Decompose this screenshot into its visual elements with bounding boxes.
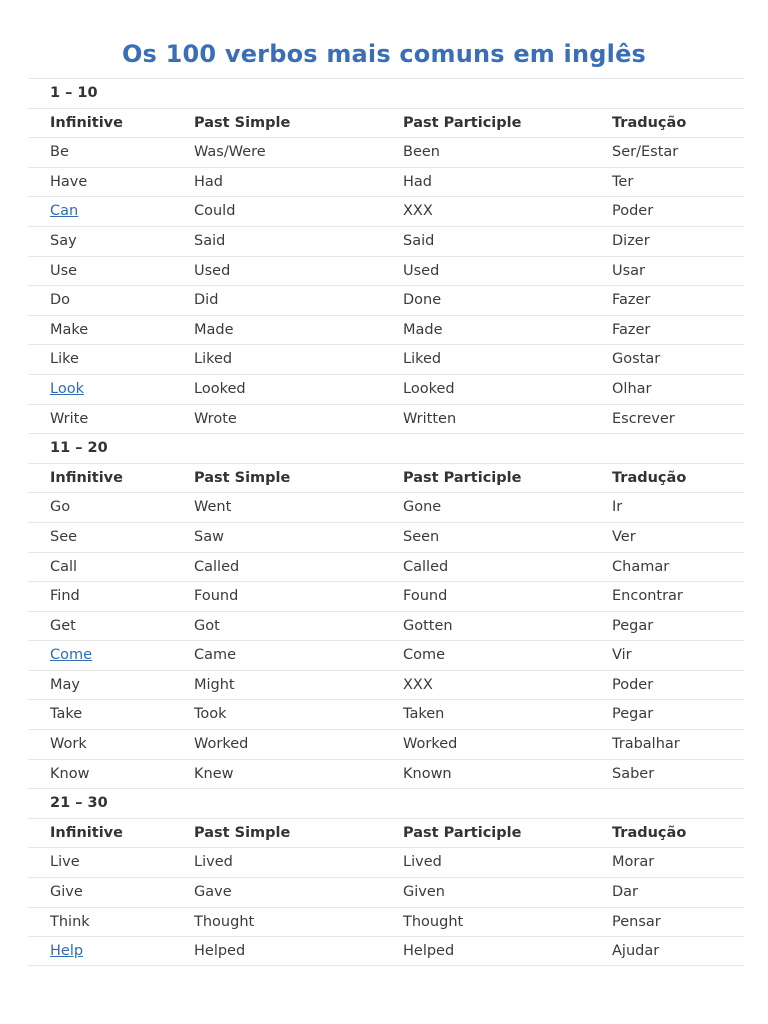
verb-cell-pp: Known [403, 765, 452, 782]
verb-cell-pp: Helped [403, 943, 455, 960]
verb-cell-pp: Been [403, 144, 440, 161]
verb-cell-pp: Liked [403, 351, 442, 368]
verb-row [28, 729, 744, 759]
verb-cell-tr: Vir [612, 647, 632, 664]
verb-row [28, 404, 744, 434]
verb-cell-pp: Looked [403, 380, 455, 397]
verb-cell-ps: Worked [194, 736, 249, 753]
verb-cell-pp: Called [403, 558, 449, 575]
verb-cell-pp: Seen [403, 528, 440, 545]
verb-cell-ps: Said [194, 232, 226, 249]
verb-cell-inf: See [50, 528, 78, 545]
verb-cell-pp: Said [403, 232, 435, 249]
verb-cell-pp: Made [403, 321, 443, 338]
verb-row [28, 699, 744, 729]
verb-cell-tr: Escrever [612, 410, 675, 427]
verb-cell-tr: Saber [612, 765, 655, 782]
verb-cell-tr: Ver [612, 528, 636, 545]
verb-cell-tr: Ir [612, 499, 623, 516]
column-header: Past Simple [194, 469, 291, 486]
verb-link[interactable]: Help [50, 943, 84, 960]
verb-cell-inf: Work [50, 736, 87, 753]
verb-cell-inf: Write [50, 410, 89, 427]
verb-cell-ps: Lived [194, 854, 233, 871]
verb-cell-pp: Worked [403, 736, 458, 753]
verb-cell-inf: Go [50, 499, 71, 516]
verb-cell-ps: Made [194, 321, 234, 338]
verb-cell-ps: Helped [194, 943, 246, 960]
verb-cell-pp: Found [403, 588, 448, 605]
verb-cell-tr: Ser/Estar [612, 144, 679, 161]
verb-cell-ps: Had [194, 173, 223, 190]
verb-cell-pp: Come [403, 647, 446, 664]
verb-row [28, 137, 744, 167]
verb-cell-tr: Dar [612, 884, 639, 901]
verb-cell-inf: Make [50, 321, 89, 338]
section-label: 11 – 20 [50, 440, 108, 457]
verb-row [28, 374, 744, 404]
verb-cell-tr: Ajudar [612, 943, 660, 960]
verb-cell-inf: Get [50, 617, 76, 634]
verb-row [28, 877, 744, 907]
verb-cell-inf: Use [50, 262, 78, 279]
verb-cell-tr: Pegar [612, 706, 654, 723]
section-label: 1 – 10 [50, 85, 98, 101]
verb-cell-tr: Fazer [612, 321, 651, 338]
page-title: Os 100 verbos mais comuns em inglês [121, 40, 647, 68]
verb-cell-ps: Went [194, 499, 232, 516]
verb-cell-tr: Chamar [612, 558, 670, 575]
verb-cell-inf: Take [50, 706, 83, 723]
verb-link[interactable]: Come [50, 647, 93, 664]
verb-row [28, 167, 744, 197]
verb-cell-inf: Like [50, 351, 79, 368]
verb-cell-inf: Do [50, 292, 71, 309]
verb-cell-ps: Wrote [194, 410, 237, 427]
verb-row [28, 552, 744, 582]
verb-cell-inf: Call [50, 558, 78, 575]
section-header-row [28, 78, 744, 108]
verb-cell-ps: Could [194, 203, 236, 220]
verb-row [28, 315, 744, 345]
verb-row [28, 611, 744, 641]
verb-cell-pp: Thought [403, 913, 464, 930]
verb-cell-tr: Pensar [612, 913, 661, 930]
verb-row [28, 907, 744, 937]
verb-cell-pp: Given [403, 884, 445, 901]
verb-cell-ps: Was/Were [194, 144, 266, 161]
column-header-row [28, 818, 744, 848]
verb-cell-inf: Give [50, 884, 83, 901]
verb-row [28, 847, 744, 877]
verb-cell-ps: Called [194, 558, 240, 575]
verb-cell-tr: Encontrar [612, 588, 683, 605]
section-header-row [28, 433, 744, 463]
verb-cell-tr: Ter [612, 173, 634, 190]
verb-row [28, 256, 744, 286]
column-header: Past Participle [403, 824, 522, 841]
verb-cell-ps: Got [194, 617, 220, 634]
verb-cell-pp: XXX [403, 203, 433, 220]
section-label: 21 – 30 [50, 795, 108, 812]
verb-row [28, 759, 744, 789]
verb-cell-inf: Say [50, 232, 77, 249]
verb-cell-inf: Live [50, 854, 80, 871]
verb-cell-tr: Trabalhar [612, 736, 680, 753]
column-header: Infinitive [50, 469, 123, 486]
verb-cell-pp: Written [403, 410, 457, 427]
verb-cell-inf: May [50, 676, 80, 693]
verb-row [28, 344, 744, 374]
column-header: Tradução [612, 469, 687, 486]
verb-cell-ps: Looked [194, 380, 246, 397]
column-header: Tradução [612, 114, 687, 131]
verb-cell-ps: Saw [194, 528, 224, 545]
verb-row [28, 640, 744, 670]
verb-cell-ps: Did [194, 292, 219, 309]
verb-cell-tr: Morar [612, 854, 655, 871]
verb-cell-pp: Lived [403, 854, 442, 871]
verb-cell-pp: XXX [403, 676, 433, 693]
verb-cell-ps: Took [194, 706, 227, 723]
verb-row [28, 670, 744, 700]
verb-cell-pp: Taken [403, 706, 445, 723]
verb-table [28, 78, 744, 966]
column-header: Past Participle [403, 469, 522, 486]
section-header-row [28, 788, 744, 818]
verb-cell-inf: Know [50, 765, 90, 782]
verb-cell-pp: Had [403, 173, 432, 190]
column-header-row [28, 463, 744, 493]
column-header: Tradução [612, 824, 687, 841]
verb-cell-tr: Poder [612, 203, 654, 220]
verb-row [28, 226, 744, 256]
verb-cell-tr: Pegar [612, 617, 654, 634]
verb-row [28, 581, 744, 611]
verb-cell-ps: Came [194, 647, 237, 664]
verb-cell-inf: Have [50, 173, 88, 190]
verb-cell-tr: Olhar [612, 380, 652, 397]
column-header: Past Simple [194, 824, 291, 841]
verb-cell-inf: Be [50, 144, 69, 161]
verb-cell-ps: Used [194, 262, 231, 279]
verb-row [28, 285, 744, 315]
column-header: Infinitive [50, 114, 123, 131]
verb-cell-inf: Think [50, 913, 90, 930]
verb-cell-tr: Fazer [612, 292, 651, 309]
verb-cell-ps: Knew [194, 765, 234, 782]
verb-link[interactable]: Can [50, 203, 79, 220]
verb-cell-pp: Used [403, 262, 440, 279]
verb-cell-inf: Find [50, 588, 80, 605]
verb-link[interactable]: Look [50, 380, 84, 397]
column-header: Infinitive [50, 824, 123, 841]
verb-cell-ps: Might [194, 676, 235, 693]
column-header-row [28, 108, 744, 138]
verb-row [28, 492, 744, 522]
column-header: Past Simple [194, 114, 291, 131]
verb-cell-ps: Liked [194, 351, 233, 368]
verb-cell-tr: Poder [612, 676, 654, 693]
column-header: Past Participle [403, 114, 522, 131]
verb-row [28, 522, 744, 552]
verb-cell-ps: Found [194, 588, 239, 605]
verb-cell-ps: Gave [194, 884, 232, 901]
verb-cell-pp: Done [403, 292, 442, 309]
verb-row [28, 196, 744, 226]
verb-cell-pp: Gotten [403, 617, 453, 634]
verb-cell-tr: Dizer [612, 232, 650, 249]
verb-cell-tr: Gostar [612, 351, 661, 368]
verb-cell-ps: Thought [194, 913, 255, 930]
verb-cell-pp: Gone [403, 499, 442, 516]
verb-cell-tr: Usar [612, 262, 646, 279]
verb-row [28, 936, 744, 966]
